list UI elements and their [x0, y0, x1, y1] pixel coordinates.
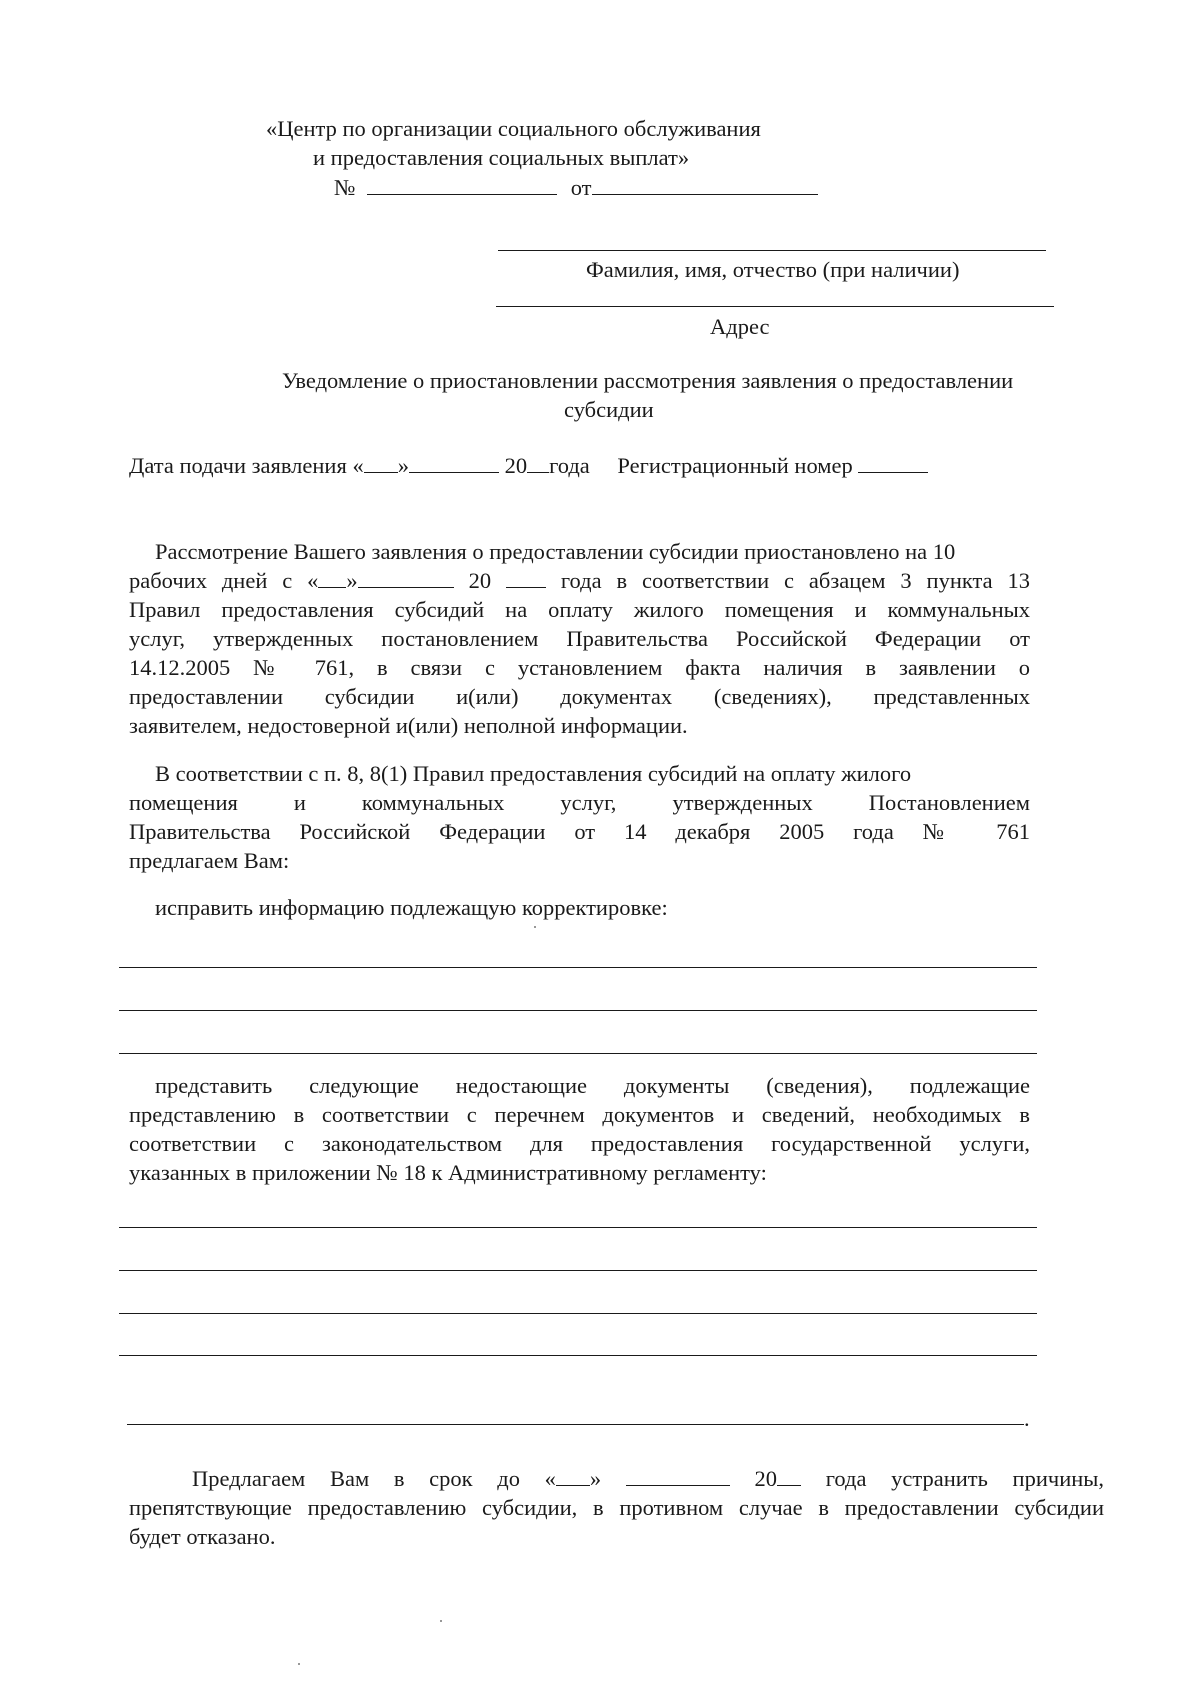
documents-line3: соответствии с законодательством для предоставления государственной услуги,	[129, 1131, 1030, 1156]
documents-line[interactable]	[119, 1355, 1037, 1356]
paragraph2-line1: В соответствии с п. 8, 8(1) Правил предоставления субсидий на оплату жилого	[155, 761, 912, 786]
documents-line4: указанных в приложении № 18 к Административному регламенту:	[129, 1160, 767, 1185]
suspend-year-prefix: 20	[468, 568, 492, 593]
suspend-day-field[interactable]	[318, 567, 346, 588]
scan-speck	[440, 1620, 442, 1622]
paragraph2-line4: предлагаем Вам:	[129, 848, 290, 873]
deadline-day-field[interactable]	[556, 1465, 590, 1486]
from-label: от	[570, 175, 592, 200]
submission-date-label: Дата подачи заявления «	[129, 453, 364, 478]
reg-number-label: Регистрационный номер	[617, 453, 853, 478]
suspend-basis-text: года в соответствии с абзацем 3 пункта 13	[560, 568, 1031, 593]
deadline-line1	[192, 1464, 1104, 1493]
correction-line[interactable]	[119, 967, 1037, 968]
submission-year-suffix: года	[549, 453, 590, 478]
suspend-quote-close: »	[346, 568, 358, 593]
submission-year-field[interactable]	[527, 452, 549, 473]
paragraph2-line2: помещения и коммунальных услуг, утвержденных Постановлением	[129, 790, 1030, 815]
deadline-month-field[interactable]	[626, 1465, 730, 1486]
paragraph1-line1: Рассмотрение Вашего заявления о предоставлении субсидии приостановлено на 10	[155, 539, 956, 564]
deadline-intro: Предлагаем Вам в срок до «	[192, 1466, 556, 1491]
outgoing-number-row	[334, 173, 818, 202]
documents-line[interactable]	[119, 1313, 1037, 1314]
paragraph1-line4: услуг, утвержденных постановлением Правительства Российской Федерации от	[129, 626, 1030, 651]
documents-line2: представлению в соответствии с перечнем документов и сведений, необходимых в	[129, 1102, 1030, 1127]
from-date-field[interactable]	[592, 174, 818, 195]
suspend-month-field[interactable]	[358, 567, 454, 588]
org-name-line1: «Центр по организации социального обслуживания	[266, 116, 761, 141]
correction-line[interactable]	[119, 1053, 1037, 1054]
notice-title-line2: субсидии	[564, 397, 654, 422]
recipient-name-caption: Фамилия, имя, отчество (при наличии)	[586, 257, 960, 282]
recipient-name-line[interactable]	[498, 250, 1046, 251]
submission-day-field[interactable]	[364, 452, 398, 473]
paragraph1-line3: Правил предоставления субсидий на оплату жилого помещения и коммунальных	[129, 597, 1030, 622]
correction-line[interactable]	[119, 1010, 1037, 1011]
scan-speck	[534, 926, 536, 928]
notice-title-line1: Уведомление о приостановлении рассмотрения заявления о предоставлении	[282, 368, 1014, 393]
submission-quote-close: »	[397, 453, 409, 478]
submission-row	[129, 451, 928, 480]
deadline-line2: препятствующие предоставлению субсидии, в противном случае в предоставлении субсидии	[129, 1495, 1104, 1520]
documents-line[interactable]	[119, 1227, 1037, 1228]
documents-line[interactable]	[119, 1270, 1037, 1271]
recipient-address-caption: Адрес	[710, 314, 770, 339]
submission-month-field[interactable]	[409, 452, 499, 473]
paragraph1-line5: 14.12.2005 № 761, в связи с установлением факта наличия в заявлении о	[129, 655, 1030, 680]
reg-number-field[interactable]	[858, 452, 928, 473]
scan-speck	[298, 1663, 300, 1665]
number-label: №	[334, 175, 356, 200]
correction-label: исправить информацию подлежащую корректировке:	[155, 895, 668, 920]
suspend-from-label: рабочих дней с «	[129, 568, 319, 593]
paragraph2-line3: Правительства Российской Федерации от 14 декабря 2005 года № 761	[129, 819, 1030, 844]
recipient-address-line[interactable]	[496, 306, 1054, 307]
submission-year-prefix: 20	[504, 453, 528, 478]
paragraph1-line7: заявителем, недостоверной и(или) неполной информации.	[129, 713, 688, 738]
suspend-year-field[interactable]	[506, 567, 546, 588]
deadline-year-field[interactable]	[777, 1465, 801, 1486]
deadline-consequence-start: года устранить причины,	[825, 1466, 1105, 1491]
deadline-quote-close: »	[589, 1466, 602, 1491]
documents-line1: представить следующие недостающие документы (сведения), подлежащие	[155, 1073, 1030, 1098]
documents-line[interactable]	[127, 1424, 1024, 1425]
deadline-line3: будет отказано.	[129, 1524, 276, 1549]
paragraph1-line2	[129, 566, 1030, 595]
org-name-line2: и предоставления социальных выплат»	[313, 145, 690, 170]
deadline-year-prefix: 20	[754, 1466, 778, 1491]
number-field[interactable]	[367, 174, 557, 195]
documents-end-period: .	[1024, 1406, 1030, 1431]
paragraph1-line6: предоставлении субсидии и(или) документах (сведениях), представленных	[129, 684, 1030, 709]
